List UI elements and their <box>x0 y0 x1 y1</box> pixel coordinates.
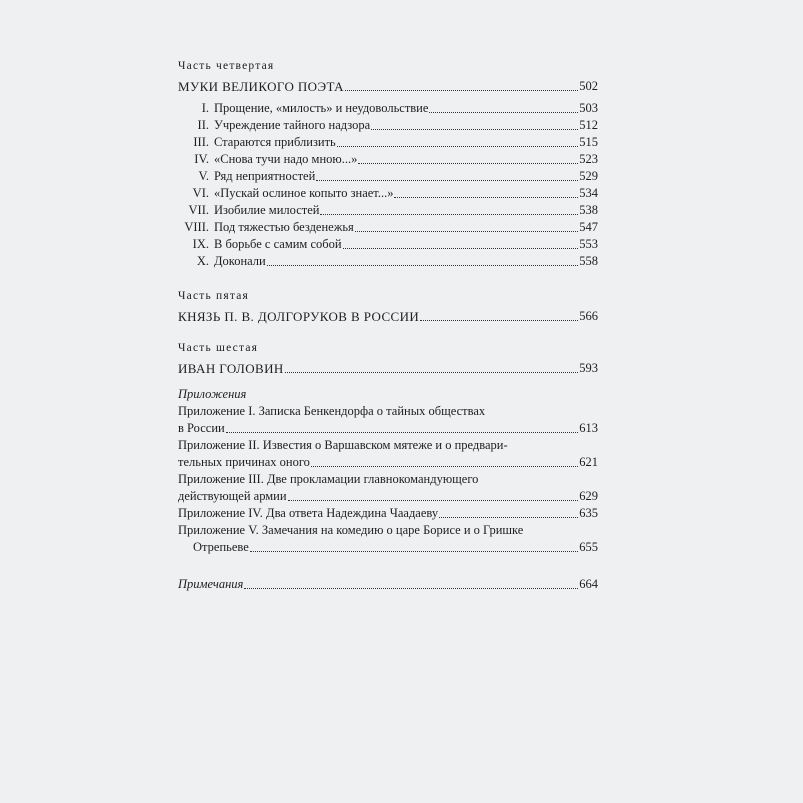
dot-leader <box>394 197 578 198</box>
appendix-page: 613 <box>579 421 598 435</box>
appendix-page: 629 <box>579 489 598 503</box>
chapter-page: 512 <box>579 118 598 132</box>
part-five-title-page: 566 <box>579 309 598 323</box>
chapter-title: «Снова тучи надо мною...» <box>214 152 358 166</box>
chapter-page: 534 <box>579 186 598 200</box>
chapter-page: 529 <box>579 169 598 183</box>
appendix-continuation-row <box>178 454 598 471</box>
chapter-number: II. <box>197 118 209 132</box>
dot-leader <box>311 466 578 467</box>
chapter-page: 523 <box>579 152 598 166</box>
chapter-title: Стараются приблизить <box>214 135 336 149</box>
chapter-number: VIII. <box>184 220 209 234</box>
chapter-page: 503 <box>579 101 598 115</box>
appendix-item[interactable] <box>178 522 598 556</box>
part-five-section <box>178 289 598 325</box>
appendix-title-continued: действующей армии <box>178 489 287 503</box>
part-four-title-page: 502 <box>579 79 598 93</box>
appendix-item[interactable] <box>178 505 598 522</box>
appendix-page: 621 <box>579 455 598 469</box>
dot-leader <box>345 90 578 91</box>
chapter-title: «Пускай ослиное копыто знает...» <box>214 186 394 200</box>
appendix-title: Приложение II. Известия о Варшавском мятеже и о предвари- <box>178 438 508 452</box>
chapter-title: Ряд неприятностей <box>214 169 316 183</box>
part-four-title-row[interactable] <box>178 78 598 95</box>
part-four-chapter-list <box>178 100 598 270</box>
chapter-number: V. <box>198 169 209 183</box>
appendix-item[interactable] <box>178 437 598 471</box>
dot-leader <box>429 112 578 113</box>
chapter-number: IV. <box>194 152 209 166</box>
dot-leader <box>316 180 578 181</box>
appendix-item[interactable] <box>178 471 598 505</box>
chapter-page: 515 <box>579 135 598 149</box>
part-six-title-page: 593 <box>579 361 598 375</box>
chapter-title: В борьбе с самим собой <box>214 237 342 251</box>
part-five-label: Часть пятая <box>178 290 250 302</box>
appendix-item[interactable] <box>178 403 598 437</box>
dot-leader <box>288 500 579 501</box>
part-four-title: МУКИ ВЕЛИКОГО ПОЭТА <box>178 79 344 94</box>
appendix-title-continued: Отрепьеве <box>193 540 249 554</box>
dot-leader <box>343 248 579 249</box>
dot-leader <box>358 163 578 164</box>
chapter-number: IX. <box>192 237 209 251</box>
chapter-page: 553 <box>579 237 598 251</box>
chapter-number: VI. <box>192 186 209 200</box>
chapter-title: Прощение, «милость» и неудовольствие <box>214 101 429 115</box>
chapter-row[interactable] <box>178 219 598 236</box>
chapter-row[interactable] <box>178 151 598 168</box>
appendix-title: Приложение III. Две прокламации главнокомандующего <box>178 472 479 486</box>
dot-leader <box>420 320 578 321</box>
part-four-section <box>178 59 598 270</box>
dot-leader <box>337 146 579 147</box>
chapter-title: Доконали <box>214 254 266 268</box>
chapter-number: X. <box>196 254 209 268</box>
appendices-section <box>178 386 598 556</box>
part-five-title-row[interactable] <box>178 308 598 325</box>
appendix-page: 655 <box>579 540 598 554</box>
chapter-row[interactable] <box>178 168 598 185</box>
notes-row[interactable] <box>178 576 598 593</box>
chapter-row[interactable] <box>178 185 598 202</box>
dot-leader <box>226 432 579 433</box>
appendix-continuation-row <box>178 488 598 505</box>
dot-leader <box>267 265 579 266</box>
part-six-section <box>178 341 598 377</box>
chapter-title: Изобилие милостей <box>214 203 320 217</box>
appendix-continuation-row <box>178 539 598 556</box>
notes-page: 664 <box>579 577 598 591</box>
chapter-row[interactable] <box>178 253 598 270</box>
part-six-label: Часть шестая <box>178 342 259 354</box>
chapter-page: 558 <box>579 254 598 268</box>
part-four-label: Часть четвертая <box>178 60 275 72</box>
appendix-continuation-row <box>178 420 598 437</box>
chapter-row[interactable] <box>178 100 598 117</box>
appendices-heading: Приложения <box>178 387 247 401</box>
chapter-page: 538 <box>579 203 598 217</box>
chapter-row[interactable] <box>178 134 598 151</box>
dot-leader <box>250 551 578 552</box>
chapter-number: I. <box>201 101 209 115</box>
dot-leader <box>285 372 579 373</box>
notes-title: Примечания <box>178 577 244 591</box>
part-five-title: КНЯЗЬ П. В. ДОЛГОРУКОВ В РОССИИ <box>178 309 420 324</box>
appendix-page: 635 <box>579 506 598 520</box>
notes-section <box>178 576 598 593</box>
appendix-single-row <box>178 505 598 522</box>
chapter-row[interactable] <box>178 202 598 219</box>
part-six-title-row[interactable] <box>178 360 598 377</box>
dot-leader <box>371 129 578 130</box>
dot-leader <box>355 231 578 232</box>
chapter-number: VII. <box>188 203 209 217</box>
appendix-title: Приложение V. Замечания на комедию о царе Борисе и о Гришке <box>178 523 524 537</box>
appendix-title-continued: в России <box>178 421 225 435</box>
dot-leader <box>320 214 578 215</box>
part-six-title: ИВАН ГОЛОВИН <box>178 361 284 376</box>
chapter-row[interactable] <box>178 117 598 134</box>
appendix-title-continued: тельных причинах оного <box>178 455 310 469</box>
dot-leader <box>439 517 578 518</box>
chapter-title: Под тяжестью безденежья <box>214 220 354 234</box>
appendix-title: Приложение I. Записка Бенкендорфа о тайных обществах <box>178 404 486 418</box>
chapter-page: 547 <box>579 220 598 234</box>
dot-leader <box>244 588 578 589</box>
chapter-row[interactable] <box>178 236 598 253</box>
appendix-title: Приложение IV. Два ответа Надеждина Чаадаеву <box>178 506 439 520</box>
chapter-title: Учреждение тайного надзора <box>214 118 371 132</box>
chapter-number: III. <box>193 135 209 149</box>
